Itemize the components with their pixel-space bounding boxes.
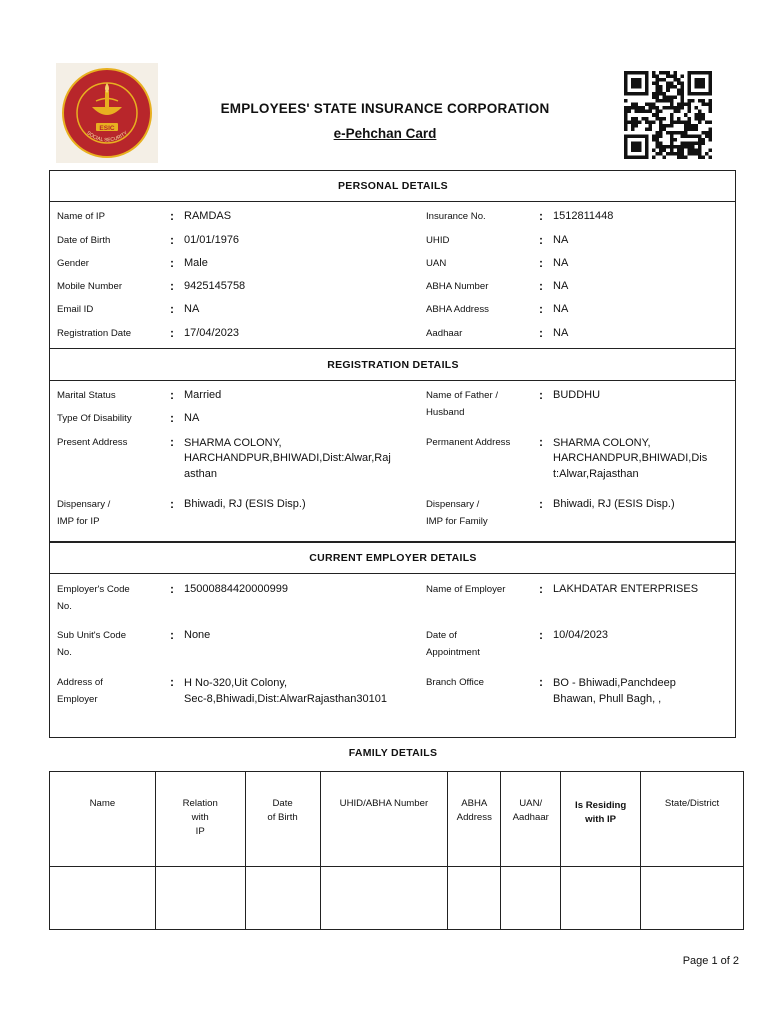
- dispensary-ip-value: Bhiwadi, RJ (ESIS Disp.): [184, 498, 306, 510]
- appointment-label-2: Appointment: [426, 647, 480, 658]
- marital-status-value: Married: [184, 389, 222, 401]
- email-value: NA: [184, 303, 200, 315]
- col-dob: Date of Birth: [245, 772, 320, 867]
- employer-address-line2: Sec-8,Bhiwadi,Dist:AlwarRajasthan30101: [184, 693, 387, 705]
- dispensary-ip-label-2: IMP for IP: [57, 516, 100, 527]
- abha-number-label: ABHA Number: [426, 281, 489, 292]
- employer-code-value: 15000884420000999: [184, 583, 289, 595]
- qr-code-icon: [624, 71, 712, 159]
- mobile-value: 9425145758: [184, 280, 246, 292]
- disability-value: NA: [184, 412, 200, 424]
- father-value: BUDDHU: [553, 389, 601, 401]
- logo-text: ESIC: [99, 125, 115, 132]
- appointment-value: 10/04/2023: [553, 629, 609, 641]
- marital-status-label: Marital Status: [57, 390, 116, 401]
- family-empty-row: [50, 867, 744, 930]
- employer-code-label-2: No.: [57, 601, 72, 612]
- col-residing: Is Residing with IP: [561, 772, 641, 867]
- registration-date-label: Registration Date: [57, 328, 132, 339]
- dob-label: Date of Birth: [57, 235, 111, 246]
- insurance-no-value: 1512811448: [553, 210, 614, 222]
- subunit-code-label-1: Sub Unit's Code: [57, 630, 127, 641]
- uhid-value: NA: [553, 234, 569, 246]
- father-label-2: Husband: [426, 407, 465, 418]
- dob-value: 01/01/1976: [184, 234, 240, 246]
- branch-office-line1: BO - Bhiwadi,Panchdeep: [553, 677, 676, 689]
- employer-address-line1: H No-320,Uit Colony,: [184, 677, 288, 689]
- gender-label: Gender: [57, 258, 89, 269]
- permanent-address-line3: t:Alwar,Rajasthan: [553, 468, 639, 480]
- registration-details-heading: REGISTRATION DETAILS: [327, 359, 459, 371]
- employer-box: [49, 542, 736, 738]
- esic-logo-icon: [56, 63, 158, 163]
- family-details-heading: FAMILY DETAILS: [348, 747, 438, 759]
- col-relation: Relation with IP: [155, 772, 245, 867]
- branch-office-line2: Bhawan, Phull Bagh, ,: [553, 693, 662, 705]
- employer-name-value: LAKHDATAR ENTERPRISES: [553, 583, 699, 595]
- dispensary-ip-label-1: Dispensary /: [57, 499, 111, 510]
- family-header-row: [50, 772, 744, 867]
- name-value: RAMDAS: [184, 210, 232, 222]
- present-address-line2: HARCHANDPUR,BHIWADI,Dist:Alwar,Raj: [184, 452, 391, 464]
- dispensary-family-value: Bhiwadi, RJ (ESIS Disp.): [553, 498, 675, 510]
- personal-details-heading: PERSONAL DETAILS: [337, 180, 448, 192]
- dispensary-family-label-2: IMP for Family: [426, 516, 488, 527]
- uhid-label: UHID: [426, 235, 450, 246]
- employer-code-label-1: Employer's Code: [57, 584, 130, 595]
- subunit-code-label-2: No.: [57, 647, 72, 658]
- permanent-address-line1: SHARMA COLONY,: [553, 437, 651, 449]
- email-label: Email ID: [57, 304, 94, 315]
- aadhaar-label: Aadhaar: [426, 328, 463, 339]
- present-address-label: Present Address: [57, 437, 128, 448]
- abha-address-value: NA: [553, 303, 569, 315]
- card-title: e-Pehchan Card: [333, 126, 437, 141]
- present-address-line3: asthan: [184, 468, 218, 480]
- abha-number-value: NA: [553, 280, 569, 292]
- family-table: [49, 771, 744, 930]
- employer-address-label-1: Address of: [57, 677, 103, 688]
- col-state-district: State/District: [641, 772, 744, 867]
- col-name: Name: [50, 772, 156, 867]
- col-uan-aadhaar: UAN/ Aadhaar: [501, 772, 561, 867]
- org-title: EMPLOYEES' STATE INSURANCE CORPORATION: [220, 101, 550, 116]
- appointment-label-1: Date of: [426, 630, 457, 641]
- mobile-label: Mobile Number: [57, 281, 123, 292]
- uan-label: UAN: [426, 258, 447, 269]
- permanent-address-line2: HARCHANDPUR,BHIWADI,Dis: [553, 452, 708, 464]
- uan-value: NA: [553, 257, 569, 269]
- page-number: Page 1 of 2: [682, 955, 739, 967]
- father-label-1: Name of Father /: [426, 390, 498, 401]
- aadhaar-value: NA: [553, 327, 569, 339]
- abha-address-label: ABHA Address: [426, 304, 489, 315]
- gender-value: Male: [184, 257, 208, 269]
- disability-label: Type Of Disability: [57, 413, 132, 424]
- branch-office-label: Branch Office: [426, 677, 484, 688]
- name-label: Name of IP: [57, 211, 105, 222]
- employer-address-label-2: Employer: [57, 694, 98, 705]
- present-address-line1: SHARMA COLONY,: [184, 437, 282, 449]
- dispensary-family-label-1: Dispensary /: [426, 499, 480, 510]
- employer-details-heading: CURRENT EMPLOYER DETAILS: [309, 552, 477, 564]
- logo-ring-text: SOCIAL SECURITY: [85, 130, 129, 144]
- details-box: [49, 170, 736, 542]
- subunit-code-value: None: [184, 629, 211, 641]
- registration-date-value: 17/04/2023: [184, 327, 240, 339]
- col-uhid-abha: UHID/ABHA Number: [320, 772, 448, 867]
- employer-name-label: Name of Employer: [426, 584, 506, 595]
- permanent-address-label: Permanent Address: [426, 437, 511, 448]
- col-abha-address: ABHA Address: [448, 772, 501, 867]
- insurance-no-label: Insurance No.: [426, 211, 486, 222]
